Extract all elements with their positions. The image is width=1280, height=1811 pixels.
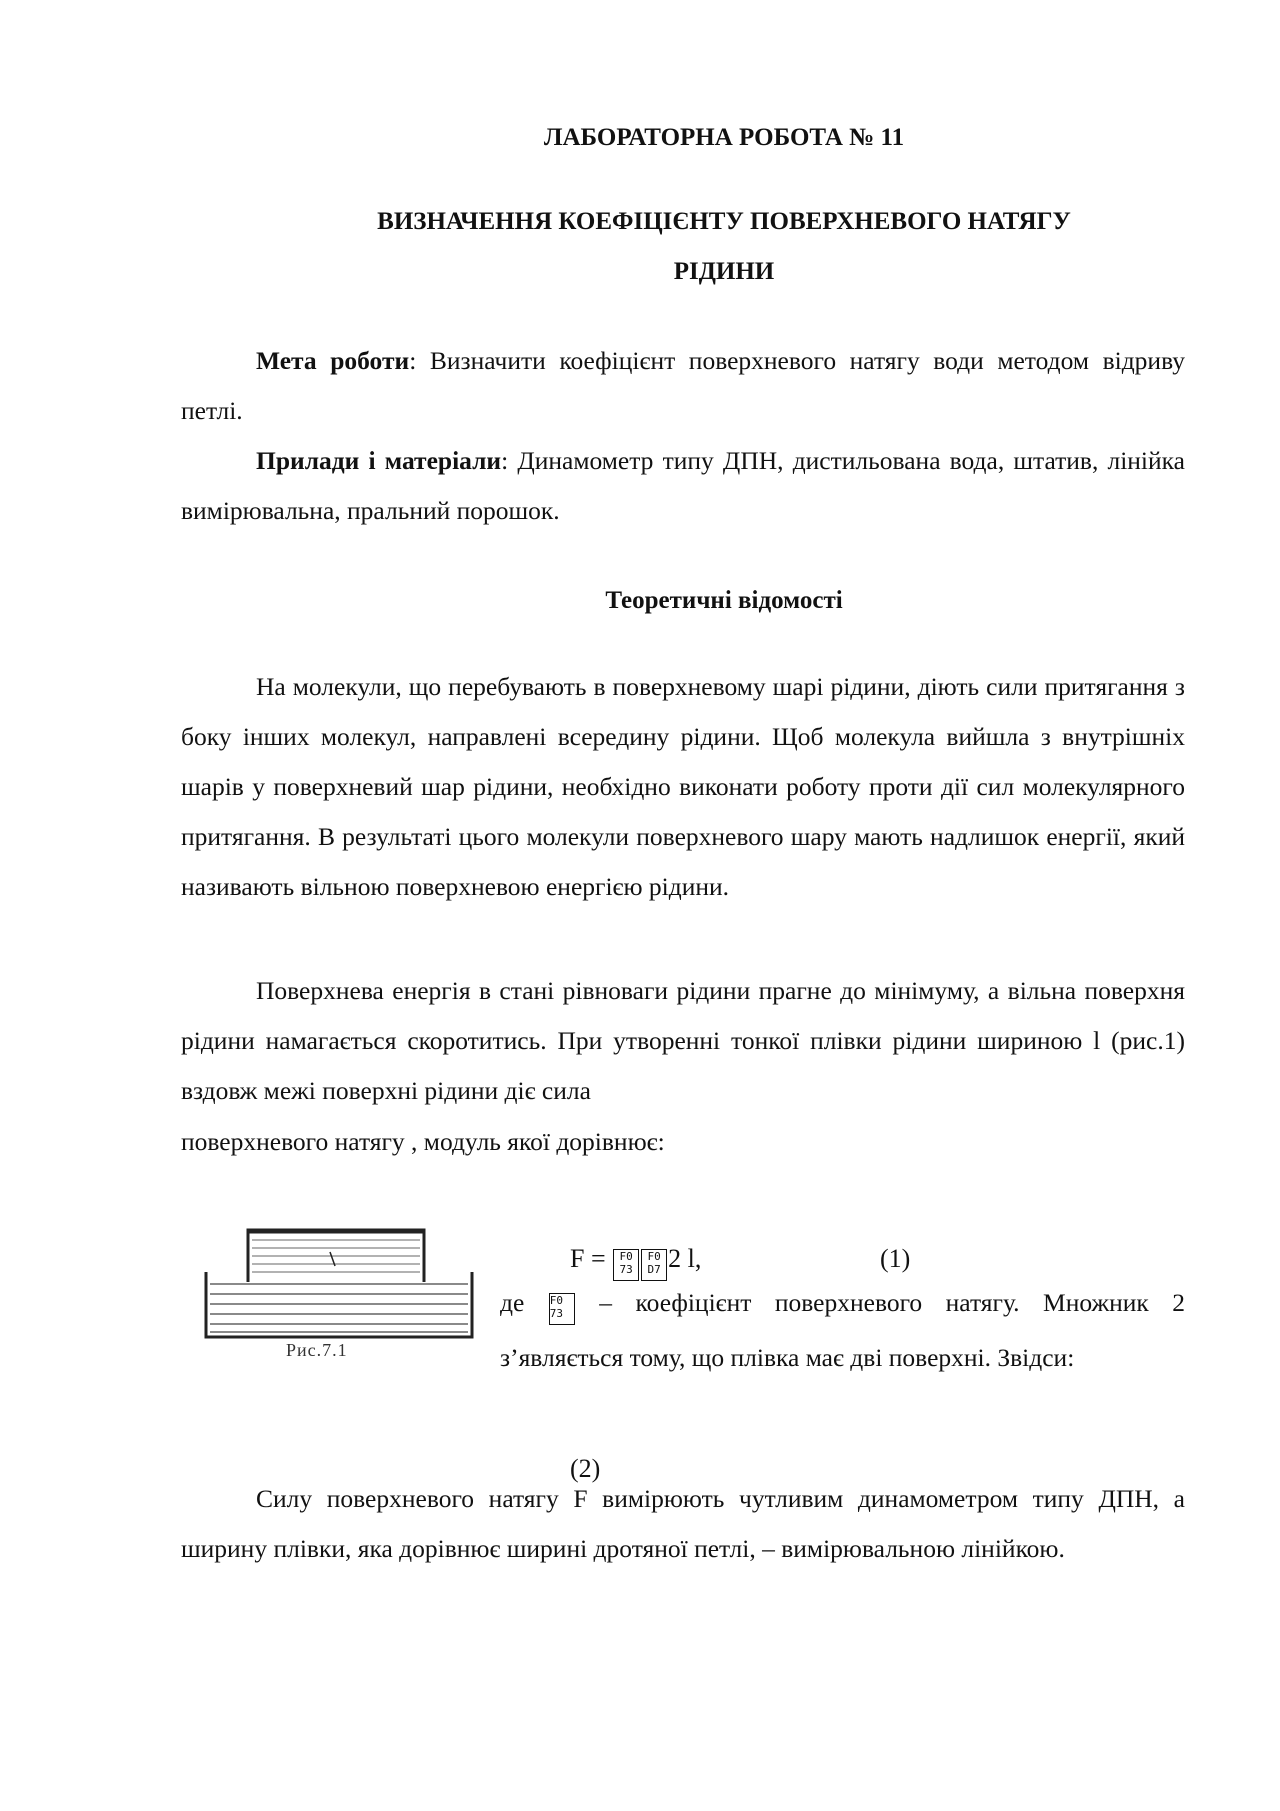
theory-paragraph-2 bbox=[181, 966, 1185, 1116]
goal-label: Мета роботи bbox=[256, 346, 410, 375]
theory-paragraph-1-text: На молекули, що перебувають в поверхневому шарі рідини, діють сили притягання з боку інших молекул, направлені всередину рідини. Щоб молекула вийшла з внутрішніх шарів у поверхневий шар рідини, необхідно виконати роботу проти дії сил молекулярного притягання. В результаті цього молекули поверхневого шару мають надлишок енергії, який називають вільною поверхневою енергією рідини. bbox=[181, 672, 1185, 901]
theory-paragraph-1 bbox=[181, 662, 1185, 912]
theory-paragraph-2-end: поверхневого натягу , модуль якої дорівнює: bbox=[181, 1127, 665, 1156]
materials-text: : Динамометр типу ДПН, дистильована вода, штатив, лінійка вимірювальна, пральний порошок. bbox=[181, 446, 1185, 525]
materials-label: Прилади і матеріали bbox=[256, 446, 502, 475]
figure-caption: Рис.7.1 bbox=[286, 1340, 348, 1360]
topic-title-line2: РІДИНИ bbox=[673, 258, 775, 285]
topic-title-line1: ВИЗНАЧЕННЯ КОЕФІЦІЄНТУ ПОВЕРХНЕВОГО НАТЯГУ bbox=[377, 208, 1071, 235]
equation-1-suffix: 2 l, bbox=[668, 1244, 702, 1273]
missing-glyph-icon: F0 D7 bbox=[641, 1249, 667, 1281]
explanation-line-2: з’являється тому, що плівка має дві поверхні. Звідси: bbox=[500, 1343, 1075, 1372]
equation-1-number: (1) bbox=[880, 1244, 911, 1273]
explanation-line-1: де F0 73 – коефіцієнт поверхневого натягу. Множник 2 bbox=[500, 1288, 1185, 1325]
equation-1 bbox=[570, 1244, 701, 1281]
section-title: Теоретичні відомості bbox=[605, 587, 843, 614]
materials-paragraph bbox=[181, 436, 1185, 536]
theory-paragraph-3-text: Силу поверхневого натягу F вимірюють чутливим динамометром типу ДПН, а ширину плівки, яка дорівнює ширині дротяної петлі, – вимірювальною лінійкою. bbox=[181, 1484, 1185, 1563]
goal-text: : Визначити коефіцієнт поверхневого натягу води методом відриву петлі. bbox=[181, 346, 1185, 425]
theory-paragraph-2-text: Поверхнева енергія в стані рівноваги рідини прагне до мінімуму, а вільна поверхня рідини намагається скоротитись. При утворенні тонкої плівки рідини шириною l (рис.1) вздовж межі поверхні рідини діє сила bbox=[181, 976, 1185, 1105]
equation-2-number: (2) bbox=[570, 1454, 601, 1483]
missing-glyph-icon: F0 73 bbox=[613, 1249, 639, 1281]
goal-paragraph bbox=[181, 336, 1185, 436]
lab-title: ЛАБОРАТОРНА РОБОТА № 11 bbox=[543, 124, 905, 151]
missing-glyph-icon: F0 73 bbox=[549, 1293, 575, 1325]
theory-paragraph-3 bbox=[181, 1474, 1185, 1574]
equation-1-prefix: F = bbox=[570, 1244, 613, 1273]
